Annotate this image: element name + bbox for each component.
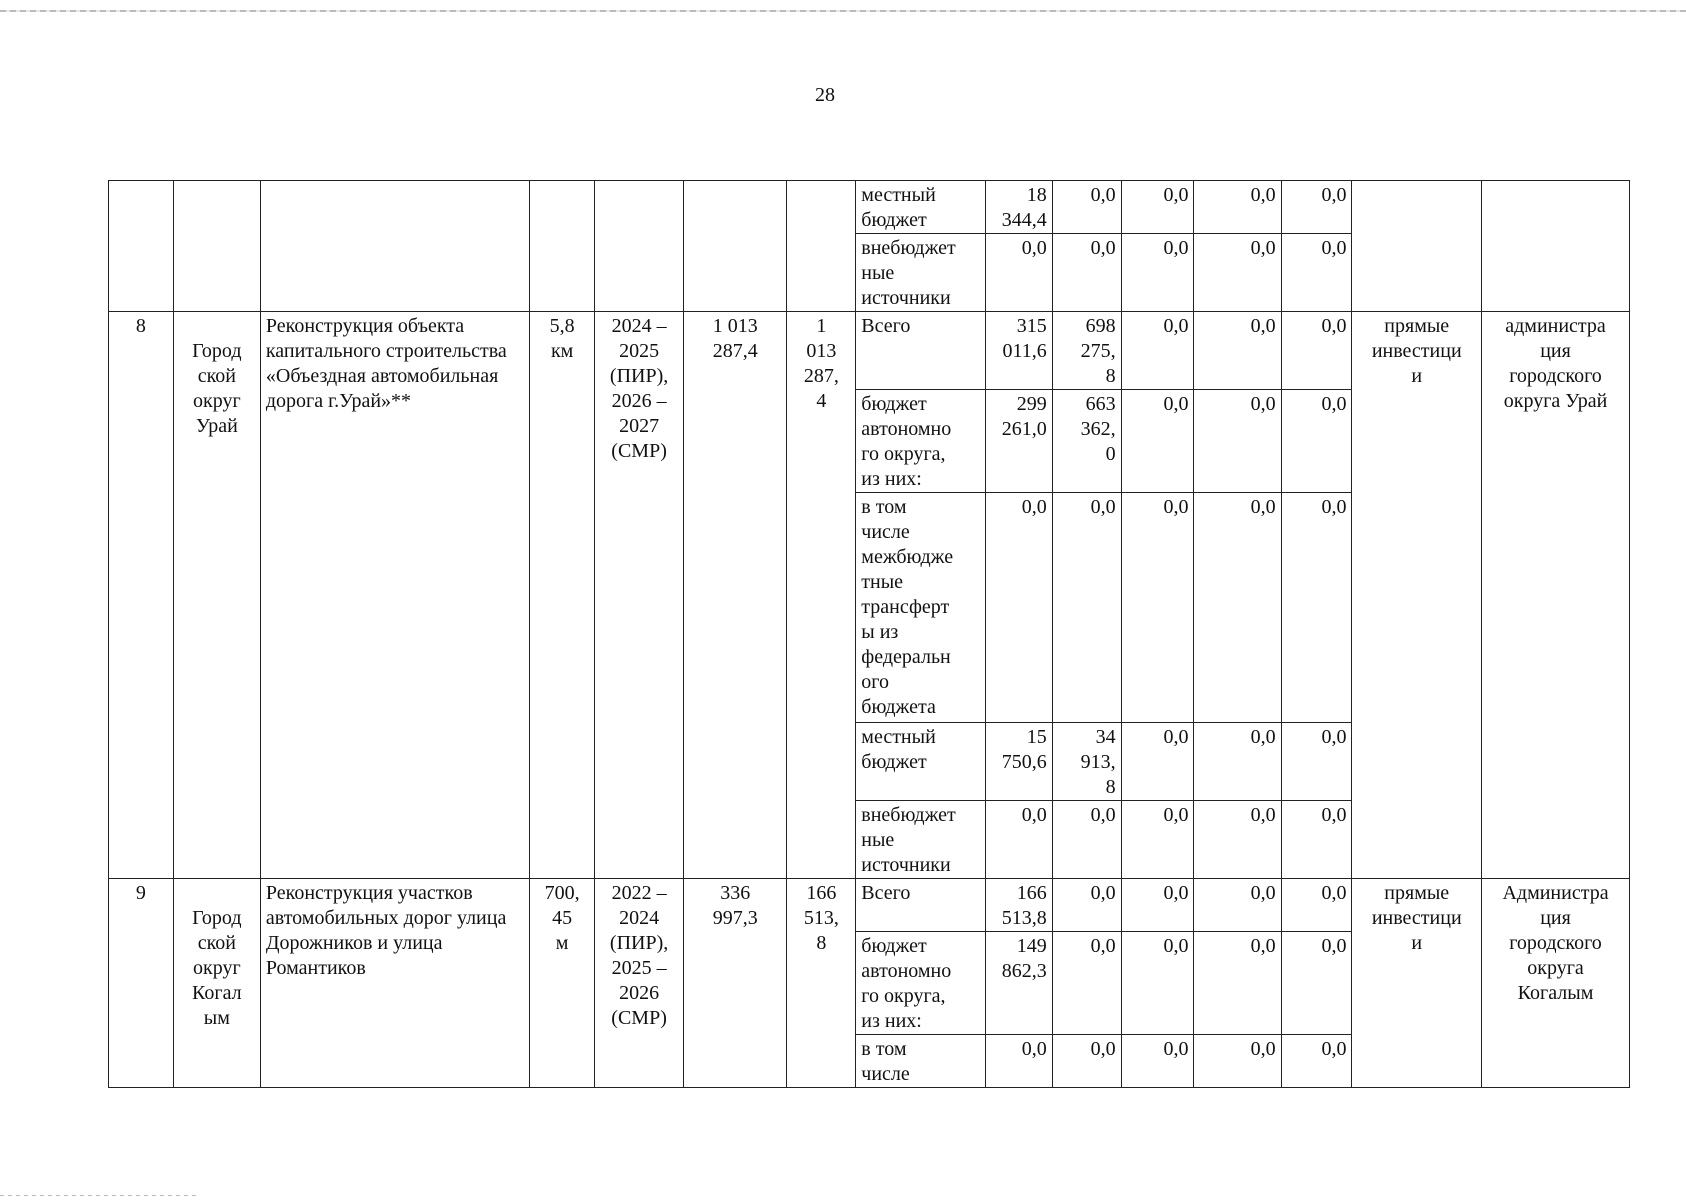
value-cell: 0,0	[1121, 390, 1194, 493]
value-cell: 0,0	[985, 801, 1052, 879]
value-cell: 0,0	[1194, 801, 1281, 879]
value-cell: 0,0	[1121, 181, 1194, 234]
cost-cell: 1 013 287,4	[684, 312, 787, 879]
value-cell: 0,0	[1052, 1035, 1121, 1088]
customer-cell: Администра ция городского округа Когалым	[1482, 879, 1630, 1088]
empty-cell	[1482, 181, 1630, 312]
value-cell: 0,0	[1052, 181, 1121, 234]
remaining-cost-cell: 1 013 287, 4	[787, 312, 856, 879]
empty-cell	[173, 181, 260, 312]
funding-source: в том числе межбюдже тные трансферт ы из федеральн ого бюджета	[856, 493, 986, 723]
capacity-cell: 5,8 км	[530, 312, 595, 879]
funding-source: внебюджет ные источники	[856, 801, 986, 879]
empty-cell	[530, 181, 595, 312]
empty-cell	[595, 181, 684, 312]
value-cell: 0,0	[1194, 879, 1281, 932]
value-cell: 0,0	[1281, 1035, 1352, 1088]
funding-source: в том числе	[856, 1035, 986, 1088]
value-cell: 0,0	[1052, 932, 1121, 1035]
value-cell: 0,0	[985, 493, 1052, 723]
empty-cell	[787, 181, 856, 312]
value-cell: 0,0	[1121, 801, 1194, 879]
table-row	[109, 181, 1630, 234]
project-name: Реконструкция участков автомобильных дорог улица Дорожников и улица Романтиков	[260, 879, 529, 1088]
value-cell: 0,0	[1121, 493, 1194, 723]
value-cell: 0,0	[1121, 932, 1194, 1035]
investment-table	[108, 180, 1630, 1088]
value-cell: 0,0	[1121, 879, 1194, 932]
value-cell: 0,0	[1194, 493, 1281, 723]
value-cell: 0,0	[1281, 723, 1352, 801]
value-cell: 0,0	[1281, 390, 1352, 493]
empty-cell	[109, 181, 174, 312]
empty-cell	[260, 181, 529, 312]
empty-cell	[684, 181, 787, 312]
value-cell: 0,0	[1121, 312, 1194, 390]
value-cell: 0,0	[1281, 801, 1352, 879]
value-cell: 0,0	[1281, 312, 1352, 390]
value-cell: 0,0	[1194, 312, 1281, 390]
funding-source: бюджет автономно го округа, из них:	[856, 390, 986, 493]
value-cell: 0,0	[1281, 181, 1352, 234]
value-cell: 0,0	[1121, 1035, 1194, 1088]
table-row	[109, 312, 1630, 390]
scan-bottom-edge	[0, 1195, 200, 1196]
value-cell: 315 011,6	[985, 312, 1052, 390]
value-cell: 0,0	[1194, 234, 1281, 312]
scan-top-edge	[0, 10, 1686, 12]
capacity-cell: 700, 45 м	[530, 879, 595, 1088]
table-row	[109, 879, 1630, 932]
period-cell: 2024 – 2025 (ПИР), 2026 – 2027 (СМР)	[595, 312, 684, 879]
value-cell: 0,0	[1052, 493, 1121, 723]
value-cell: 0,0	[1194, 390, 1281, 493]
value-cell: 0,0	[1281, 493, 1352, 723]
remaining-cost-cell: 166 513, 8	[787, 879, 856, 1088]
row-number: 9	[109, 879, 174, 1088]
page-number: 28	[815, 84, 835, 106]
value-cell: 698 275, 8	[1052, 312, 1121, 390]
value-cell: 166 513,8	[985, 879, 1052, 932]
funding-source: Всего	[856, 879, 986, 932]
funding-source: бюджет автономно го округа, из них:	[856, 932, 986, 1035]
value-cell: 18 344,4	[985, 181, 1052, 234]
value-cell: 0,0	[1121, 234, 1194, 312]
value-cell: 0,0	[985, 1035, 1052, 1088]
customer-cell: администра ция городского округа Урай	[1482, 312, 1630, 879]
value-cell: 0,0	[1052, 801, 1121, 879]
value-cell: 0,0	[1194, 723, 1281, 801]
value-cell: 0,0	[1281, 932, 1352, 1035]
funding-source: местный бюджет	[856, 181, 986, 234]
value-cell: 0,0	[1194, 932, 1281, 1035]
cost-cell: 336 997,3	[684, 879, 787, 1088]
value-cell: 663 362, 0	[1052, 390, 1121, 493]
value-cell: 0,0	[1052, 234, 1121, 312]
value-cell: 15 750,6	[985, 723, 1052, 801]
mechanism-cell: прямые инвестици и	[1352, 312, 1482, 879]
value-cell: 149 862,3	[985, 932, 1052, 1035]
funding-source: Всего	[856, 312, 986, 390]
value-cell: 0,0	[1194, 1035, 1281, 1088]
mechanism-cell: прямые инвестици и	[1352, 879, 1482, 1088]
value-cell: 0,0	[1194, 181, 1281, 234]
period-cell: 2022 – 2024 (ПИР), 2025 – 2026 (СМР)	[595, 879, 684, 1088]
project-name: Реконструкция объекта капитального строительства «Объездная автомобильная дорога г.Урай»**	[260, 312, 529, 879]
value-cell: 0,0	[1281, 234, 1352, 312]
funding-source: внебюджет ные источники	[856, 234, 986, 312]
territory-cell: Город ской округ Урай	[173, 312, 260, 879]
value-cell: 0,0	[1281, 879, 1352, 932]
value-cell: 0,0	[1052, 879, 1121, 932]
value-cell: 34 913, 8	[1052, 723, 1121, 801]
value-cell: 0,0	[985, 234, 1052, 312]
funding-source: местный бюджет	[856, 723, 986, 801]
value-cell: 299 261,0	[985, 390, 1052, 493]
value-cell: 0,0	[1121, 723, 1194, 801]
territory-cell: Город ской округ Когал ым	[173, 879, 260, 1088]
row-number: 8	[109, 312, 174, 879]
empty-cell	[1352, 181, 1482, 312]
